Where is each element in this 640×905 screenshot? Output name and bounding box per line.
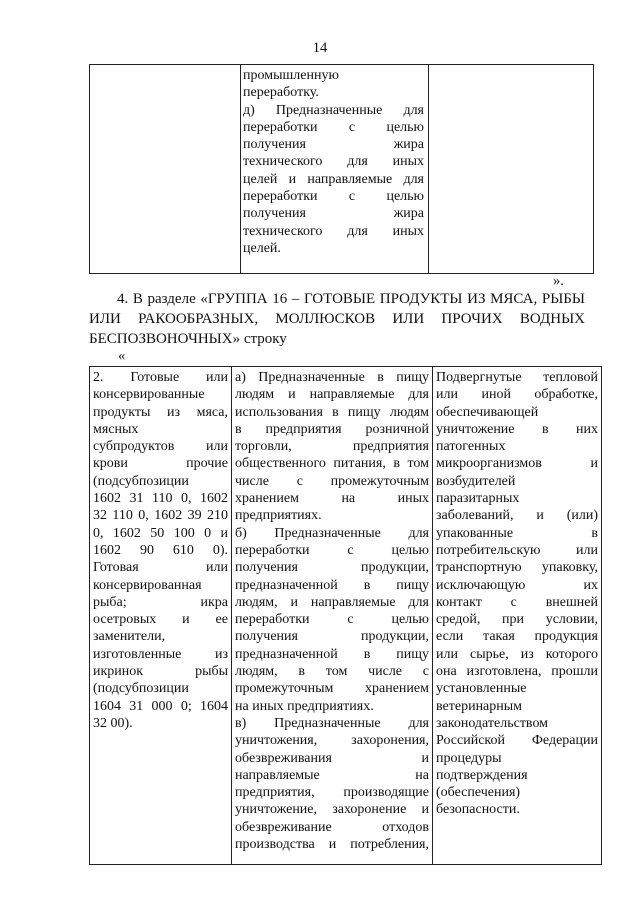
text-line: переработки с целью bbox=[243, 189, 424, 205]
text-line: (подсубпозиции bbox=[93, 473, 189, 489]
text-line: потребительскую или bbox=[436, 542, 598, 558]
text-line: мясных bbox=[93, 421, 139, 437]
text-line: субпродуктов или bbox=[93, 439, 228, 455]
text-line: переработки с целью bbox=[235, 612, 429, 628]
top-table-cell-3 bbox=[429, 65, 594, 274]
text-line: переработку. bbox=[243, 85, 319, 101]
text-line: направляемые на bbox=[235, 767, 429, 783]
text-line: предприятиях. bbox=[235, 508, 322, 524]
main-table bbox=[89, 366, 602, 865]
text-line: промышленную bbox=[243, 68, 339, 83]
text-line: консервированные bbox=[93, 387, 205, 403]
top-table-cell-text bbox=[241, 65, 428, 257]
text-line: уничтожение, захоронение и bbox=[235, 802, 429, 818]
text-line: торговли, предприятия bbox=[235, 439, 429, 455]
table-row bbox=[90, 367, 602, 865]
text-line: (подсубпозиции bbox=[93, 681, 189, 697]
text-line: возбудителей bbox=[436, 473, 516, 489]
text-line: заменители, bbox=[93, 629, 166, 645]
text-line: продукты из мяса, bbox=[93, 404, 228, 420]
text-line: переработки с целью bbox=[243, 119, 424, 135]
text-line: 1602 90 610 0). bbox=[93, 542, 228, 558]
text-line: людям, и направляемые для bbox=[235, 594, 429, 610]
text-line: числе с промежуточным bbox=[235, 473, 429, 489]
text-line: хранением на иных bbox=[235, 491, 429, 507]
page-number: 14 bbox=[312, 40, 328, 56]
text-line: она изготовлена, прошли bbox=[436, 664, 598, 680]
text-line: уничтожения, захоронения, bbox=[235, 733, 429, 749]
text-line: патогенных bbox=[436, 439, 506, 455]
text-line: заболеваний, и (или) bbox=[436, 508, 598, 524]
text-line: в предприятия розничной bbox=[235, 421, 429, 437]
text-line: процедуры bbox=[436, 750, 502, 766]
text-line: переработки с целью bbox=[235, 542, 429, 558]
text-line: 1602 31 110 0, 1602 bbox=[93, 491, 228, 507]
text-line: законодательством bbox=[436, 715, 549, 731]
text-line: людям и направляемые для bbox=[235, 387, 429, 403]
text-line: технического для иных bbox=[243, 154, 424, 170]
text-line: 32 00). bbox=[93, 715, 133, 731]
text-line: 1604 31 000 0; 1604 bbox=[93, 698, 228, 714]
purpose-cell-text bbox=[232, 367, 432, 853]
paragraph-line-3: БЕСПОЗВОНОЧНЫХ» строку bbox=[89, 331, 287, 347]
text-line: в) Предназначенные для bbox=[235, 715, 429, 731]
text-line: 2. Готовые или bbox=[93, 370, 228, 385]
text-line: получения продукции, bbox=[235, 560, 429, 576]
text-line: на иных предприятиях. bbox=[235, 698, 374, 714]
text-line: если такая продукция bbox=[436, 629, 598, 645]
text-line: обезвреживания и bbox=[235, 750, 429, 766]
text-line: а) Предназначенные в пищу bbox=[235, 370, 429, 385]
amendment-paragraph bbox=[89, 289, 585, 349]
text-line: Подвергнутые тепловой bbox=[436, 370, 598, 385]
text-line: 0, 1602 50 100 0 и bbox=[93, 525, 228, 541]
text-line: упакованные в bbox=[436, 525, 598, 541]
text-line: контакт с внешней bbox=[436, 594, 598, 610]
text-line: предназначенной в пищу bbox=[235, 646, 429, 662]
paragraph-line-2: ИЛИ РАКООБРАЗНЫХ, МОЛЛЮСКОВ ИЛИ ПРОЧИХ ВОДНЫХ bbox=[89, 311, 585, 327]
text-line: или сырье, из которого bbox=[436, 646, 598, 662]
text-line: получения продукции, bbox=[235, 629, 429, 645]
text-line: икринок рыбы bbox=[93, 664, 228, 680]
text-line: предприятия, производящие bbox=[235, 785, 429, 801]
text-line: транспортную упаковку, bbox=[436, 560, 598, 576]
text-line: микроорганизмов и bbox=[436, 456, 598, 472]
text-line: рыба; икра bbox=[93, 594, 228, 610]
text-line: или иной обработке, bbox=[436, 387, 598, 403]
text-line: исключающую их bbox=[436, 577, 598, 593]
text-line: общественного питания, в том bbox=[235, 456, 429, 472]
text-line: ветеринарным bbox=[436, 698, 523, 714]
text-line: промежуточным хранением bbox=[235, 681, 429, 697]
text-line: безопасности. bbox=[436, 802, 520, 818]
condition-cell bbox=[433, 367, 602, 865]
text-line: людям, в том числе с bbox=[235, 664, 429, 680]
text-line: уничтожение в них bbox=[436, 421, 598, 437]
text-line: обеспечивающей bbox=[436, 404, 539, 420]
product-cell bbox=[90, 367, 232, 865]
text-line: паразитарных bbox=[436, 491, 520, 507]
opening-quote: « bbox=[118, 348, 126, 364]
text-line: технического для иных bbox=[243, 223, 424, 239]
text-line: целей и направляемые для bbox=[243, 171, 424, 187]
text-line: целей. bbox=[243, 240, 281, 256]
text-line: установленные bbox=[436, 681, 527, 697]
text-line: Российской Федерации bbox=[436, 733, 598, 749]
text-line: производства и потребления, bbox=[235, 837, 429, 853]
top-table-cell-1 bbox=[90, 65, 241, 274]
text-line: осетровых и ее bbox=[93, 612, 228, 628]
text-line: б) Предназначенные для bbox=[235, 525, 429, 541]
text-line: обезвреживание отходов bbox=[235, 819, 429, 835]
text-line: средой, при условии, bbox=[436, 612, 598, 628]
text-line: консервированная bbox=[93, 577, 202, 593]
text-line: д) Предназначенные для bbox=[243, 102, 424, 118]
closing-quote: ». bbox=[553, 273, 564, 289]
text-line: получения жира bbox=[243, 137, 424, 153]
table-row bbox=[90, 65, 594, 274]
text-line: подтверждения bbox=[436, 767, 528, 783]
product-cell-text bbox=[90, 367, 231, 732]
text-line: 32 110 0, 1602 39 210 bbox=[93, 508, 228, 524]
text-line: получения жира bbox=[243, 206, 424, 222]
top-table-cell-2 bbox=[241, 65, 429, 274]
paragraph-line-1: 4. В разделе «ГРУППА 16 – ГОТОВЫЕ ПРОДУКТЫ ИЗ МЯСА, РЫБЫ bbox=[117, 291, 585, 307]
top-table-continuation bbox=[89, 64, 594, 274]
text-line: использования в пищу людям bbox=[235, 404, 429, 420]
purpose-cell bbox=[232, 367, 433, 865]
text-line: изготовленные из bbox=[93, 646, 228, 662]
text-line: предназначенной в пищу bbox=[235, 577, 429, 593]
text-line: (обеспечения) bbox=[436, 785, 521, 801]
text-line: Готовая или bbox=[93, 560, 228, 576]
condition-cell-text bbox=[433, 367, 601, 819]
text-line: крови прочие bbox=[93, 456, 228, 472]
